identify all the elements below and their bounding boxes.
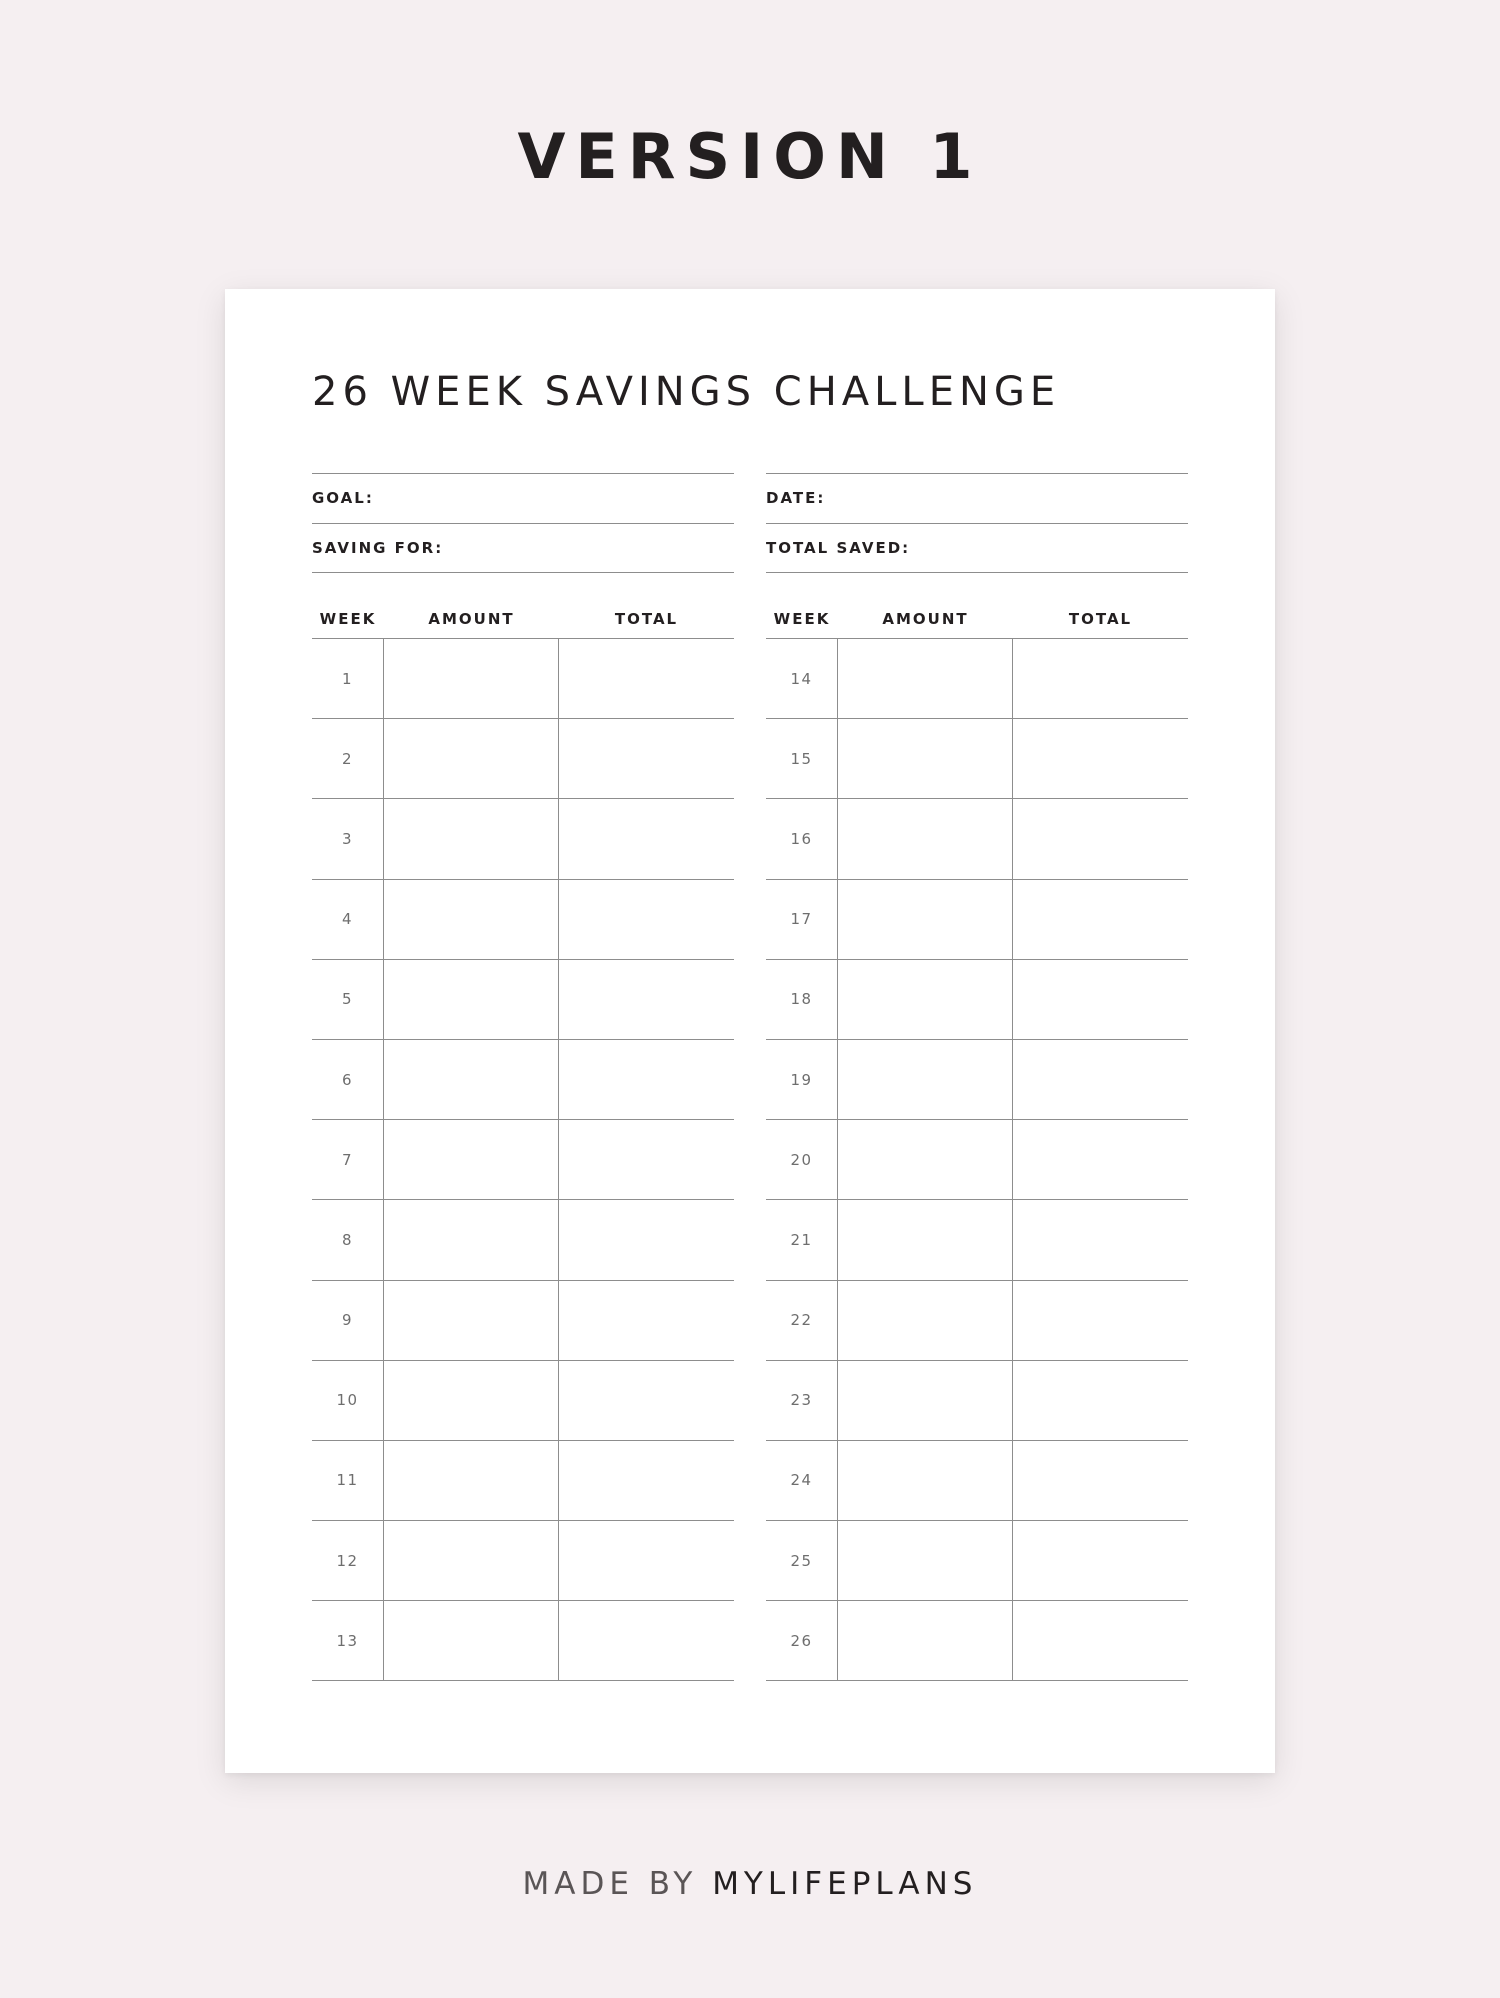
table-row <box>766 1281 1188 1361</box>
date-label: DATE: <box>766 489 826 508</box>
total-cell[interactable] <box>559 799 734 878</box>
amount-cell[interactable] <box>384 1441 559 1520</box>
amount-cell[interactable] <box>384 1120 559 1199</box>
amount-cell[interactable] <box>384 799 559 878</box>
table-header <box>766 600 1188 639</box>
table-row <box>766 1120 1188 1200</box>
total-column-header: TOTAL <box>614 610 679 628</box>
total-cell[interactable] <box>1013 960 1188 1039</box>
made-by-text: MADE BY <box>522 1866 698 1902</box>
amount-cell[interactable] <box>384 719 559 798</box>
week-number: 2 <box>312 719 384 798</box>
week-number: 11 <box>312 1441 384 1520</box>
goal-field[interactable] <box>312 474 734 524</box>
total-cell[interactable] <box>559 960 734 1039</box>
total-cell[interactable] <box>1013 880 1188 959</box>
week-number: 25 <box>766 1521 838 1600</box>
amount-cell[interactable] <box>838 1281 1013 1360</box>
week-number: 8 <box>312 1200 384 1279</box>
week-number: 23 <box>766 1361 838 1440</box>
total-cell[interactable] <box>1013 1120 1188 1199</box>
week-number: 19 <box>766 1040 838 1119</box>
week-number: 1 <box>312 639 384 718</box>
table-row <box>766 1521 1188 1601</box>
amount-cell[interactable] <box>838 1040 1013 1119</box>
week-number: 12 <box>312 1521 384 1600</box>
week-number: 4 <box>312 880 384 959</box>
total-column-header: TOTAL <box>1068 610 1133 628</box>
table-row <box>312 1441 734 1521</box>
table-row <box>766 1441 1188 1521</box>
amount-cell[interactable] <box>838 1120 1013 1199</box>
table-row <box>312 1521 734 1601</box>
table-row <box>766 960 1188 1040</box>
amount-cell[interactable] <box>838 1361 1013 1440</box>
amount-cell[interactable] <box>384 960 559 1039</box>
total-cell[interactable] <box>1013 1601 1188 1680</box>
table-row <box>312 960 734 1040</box>
table-row <box>312 1120 734 1200</box>
table-body-left <box>312 639 734 1681</box>
week-number: 6 <box>312 1040 384 1119</box>
total-cell[interactable] <box>1013 639 1188 718</box>
weeks-table-right <box>766 600 1188 1681</box>
table-body-right <box>766 639 1188 1681</box>
amount-cell[interactable] <box>838 880 1013 959</box>
footer-credit <box>0 1866 1500 1902</box>
amount-cell[interactable] <box>838 960 1013 1039</box>
total-cell[interactable] <box>1013 1361 1188 1440</box>
saving-for-label: SAVING FOR: <box>312 538 444 557</box>
total-cell[interactable] <box>559 1601 734 1680</box>
table-header <box>312 600 734 639</box>
week-number: 18 <box>766 960 838 1039</box>
table-row <box>766 1601 1188 1681</box>
amount-cell[interactable] <box>384 1601 559 1680</box>
amount-column-header: AMOUNT <box>882 610 969 628</box>
table-row <box>766 1040 1188 1120</box>
total-cell[interactable] <box>1013 719 1188 798</box>
total-cell[interactable] <box>559 1521 734 1600</box>
week-number: 20 <box>766 1120 838 1199</box>
week-number: 16 <box>766 799 838 878</box>
table-row <box>312 1040 734 1120</box>
amount-cell[interactable] <box>838 1521 1013 1600</box>
week-column-header: WEEK <box>773 610 831 628</box>
brand-name: MYLIFEPLANS <box>712 1866 978 1902</box>
amount-cell[interactable] <box>384 639 559 718</box>
weeks-table-left <box>312 600 734 1681</box>
table-row <box>312 880 734 960</box>
info-block-right <box>766 473 1188 573</box>
total-cell[interactable] <box>559 1281 734 1360</box>
table-row <box>766 799 1188 879</box>
table-row <box>312 799 734 879</box>
amount-cell[interactable] <box>384 1281 559 1360</box>
table-row <box>312 1200 734 1280</box>
amount-cell[interactable] <box>838 639 1013 718</box>
printable-sheet <box>225 289 1275 1773</box>
week-number: 17 <box>766 880 838 959</box>
date-field[interactable] <box>766 474 1188 524</box>
total-cell[interactable] <box>1013 1521 1188 1600</box>
amount-cell[interactable] <box>838 1441 1013 1520</box>
table-row <box>312 1601 734 1681</box>
table-row <box>766 719 1188 799</box>
table-row <box>312 639 734 719</box>
amount-cell[interactable] <box>838 1200 1013 1279</box>
amount-cell[interactable] <box>384 1361 559 1440</box>
week-number: 26 <box>766 1601 838 1680</box>
saving-for-field[interactable] <box>312 524 734 574</box>
info-block-left <box>312 473 734 573</box>
week-number: 22 <box>766 1281 838 1360</box>
table-row <box>766 880 1188 960</box>
amount-column-header: AMOUNT <box>428 610 515 628</box>
amount-cell[interactable] <box>384 1521 559 1600</box>
total-cell[interactable] <box>559 880 734 959</box>
amount-cell[interactable] <box>384 1040 559 1119</box>
total-cell[interactable] <box>1013 1441 1188 1520</box>
total-cell[interactable] <box>559 1200 734 1279</box>
week-number: 24 <box>766 1441 838 1520</box>
week-number: 21 <box>766 1200 838 1279</box>
table-row <box>766 639 1188 719</box>
week-number: 14 <box>766 639 838 718</box>
total-saved-label: TOTAL SAVED: <box>766 538 911 557</box>
total-cell[interactable] <box>559 1120 734 1199</box>
amount-cell[interactable] <box>838 799 1013 878</box>
table-row <box>312 1281 734 1361</box>
goal-label: GOAL: <box>312 489 374 508</box>
week-column-header: WEEK <box>319 610 377 628</box>
week-number: 9 <box>312 1281 384 1360</box>
amount-cell[interactable] <box>384 880 559 959</box>
total-cell[interactable] <box>559 1361 734 1440</box>
week-number: 10 <box>312 1361 384 1440</box>
table-row <box>766 1200 1188 1280</box>
version-title: VERSION 1 <box>517 120 983 193</box>
table-row <box>312 719 734 799</box>
total-cell[interactable] <box>1013 799 1188 878</box>
amount-cell[interactable] <box>838 1601 1013 1680</box>
table-row <box>312 1361 734 1441</box>
total-cell[interactable] <box>559 719 734 798</box>
week-number: 5 <box>312 960 384 1039</box>
week-number: 15 <box>766 719 838 798</box>
total-cell[interactable] <box>559 639 734 718</box>
total-cell[interactable] <box>559 1040 734 1119</box>
total-cell[interactable] <box>1013 1281 1188 1360</box>
total-cell[interactable] <box>559 1441 734 1520</box>
total-cell[interactable] <box>1013 1040 1188 1119</box>
total-saved-field[interactable] <box>766 524 1188 574</box>
table-row <box>766 1361 1188 1441</box>
amount-cell[interactable] <box>838 719 1013 798</box>
week-number: 13 <box>312 1601 384 1680</box>
total-cell[interactable] <box>1013 1200 1188 1279</box>
week-number: 3 <box>312 799 384 878</box>
week-number: 7 <box>312 1120 384 1199</box>
sheet-title: 26 WEEK SAVINGS CHALLENGE <box>312 369 1061 415</box>
amount-cell[interactable] <box>384 1200 559 1279</box>
